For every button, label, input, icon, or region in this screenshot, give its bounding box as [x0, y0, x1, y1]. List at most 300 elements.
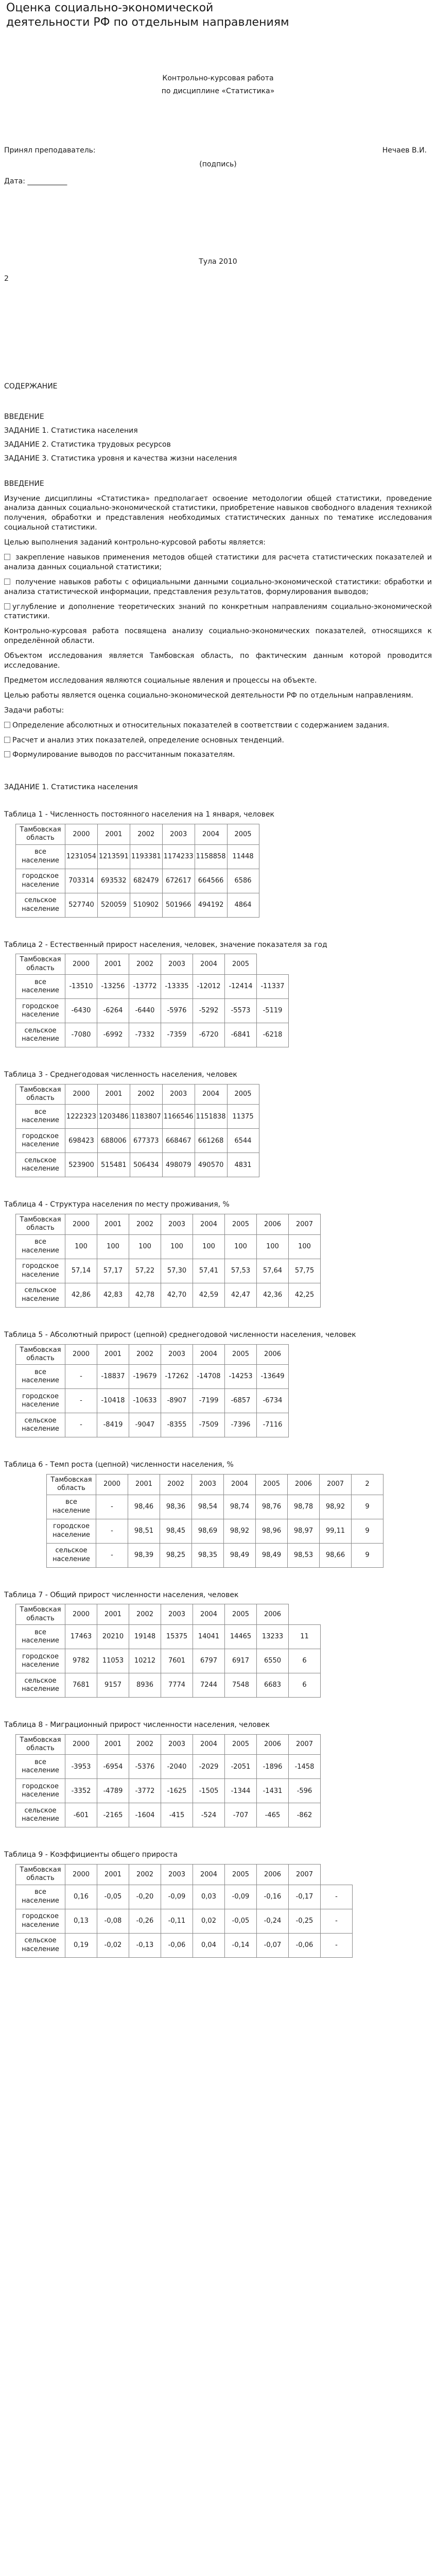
table-row-label: сельское население	[16, 1023, 65, 1047]
table-row-label: городское население	[16, 1259, 65, 1283]
table-header-cell: 2004	[193, 1214, 225, 1235]
table-cell: 703314	[65, 869, 98, 893]
table-header-cell: 2004	[195, 824, 227, 845]
table-cell: -8907	[161, 1389, 193, 1413]
table-header-cell: 2000	[96, 1475, 128, 1495]
contents-heading: СОДЕРЖАНИЕ	[4, 382, 58, 391]
table-header-row	[16, 1734, 321, 1755]
table-header-cell: 2003	[161, 1865, 193, 1885]
table-header-cell: 2000	[65, 1084, 98, 1105]
table-cell: 17463	[65, 1624, 97, 1649]
table-cell: 1151838	[195, 1105, 227, 1129]
table-row-label: городское население	[16, 1779, 65, 1803]
table-row	[16, 1413, 289, 1437]
table-cell: 57,17	[97, 1259, 129, 1283]
table-cell: 0,03	[193, 1885, 225, 1909]
table-header-cell: 2005	[225, 1214, 257, 1235]
table-header-cell: 2002	[130, 824, 162, 845]
table-cell: 98,76	[256, 1495, 288, 1519]
table-cell: 98,66	[320, 1543, 352, 1567]
table-cell: 523900	[65, 1153, 98, 1177]
goal-text: углубление и дополнение теоретических знаний по конкретным направлениям социально-экономической статистики.	[4, 602, 432, 621]
table-cell: 7244	[193, 1673, 225, 1697]
table-cell: -2165	[97, 1803, 129, 1827]
table-cell: 98,35	[192, 1543, 224, 1567]
table-cell: 0,19	[65, 1933, 97, 1957]
table-header-row	[16, 824, 259, 845]
table-row	[16, 1673, 321, 1697]
table-cell: -5292	[193, 998, 225, 1023]
table-caption: Таблица 1 - Численность постоянного населения на 1 января, человек	[4, 810, 275, 819]
table-cell: 99,11	[320, 1519, 352, 1543]
table-cell: -3772	[129, 1779, 161, 1803]
table-cell: 6797	[193, 1649, 225, 1673]
table-cell: -18837	[97, 1365, 129, 1389]
table-cell: 0,16	[65, 1885, 97, 1909]
table-cell: -7080	[65, 1023, 97, 1047]
table-header-cell: 2007	[289, 1734, 321, 1755]
table-cell: 9	[352, 1543, 383, 1567]
table-header-cell: 2006	[257, 1214, 289, 1235]
table-header-cell: 2002	[129, 954, 161, 975]
table-cell: -3953	[65, 1755, 97, 1779]
table-cell: 0,13	[65, 1909, 97, 1933]
table-cell: 98,46	[128, 1495, 160, 1519]
table-cell: -0,20	[129, 1885, 161, 1909]
table-row-label: городское население	[16, 998, 65, 1023]
table-cell: 42,59	[193, 1283, 225, 1307]
table-row	[16, 869, 259, 893]
table-header-cell: 2003	[192, 1475, 224, 1495]
table-cell: -0,14	[225, 1933, 257, 1957]
table-cell: -	[321, 1885, 353, 1909]
table-header-cell: 2007	[289, 1865, 321, 1885]
table-row	[16, 998, 289, 1023]
table-header-cell: 2004	[193, 954, 225, 975]
table-cell: -12012	[193, 974, 225, 998]
table-row	[16, 1933, 353, 1957]
table-cell: 98,78	[288, 1495, 320, 1519]
table-header-cell: 2005	[225, 954, 257, 975]
table-cell: 6	[289, 1673, 321, 1697]
table-header-cell: 2005	[225, 1344, 257, 1365]
tables-container	[4, 810, 432, 1958]
bullet-icon	[4, 554, 10, 560]
table-corner-cell: Тамбовская область	[16, 954, 65, 975]
table-cell: 1174233	[162, 844, 195, 869]
table-cell: 6544	[227, 1129, 259, 1153]
table-row	[47, 1519, 383, 1543]
table-cell: 1231054	[65, 844, 98, 869]
table-cell: 100	[289, 1234, 321, 1259]
table-cell: 98,49	[256, 1543, 288, 1567]
table-row	[16, 1649, 321, 1673]
table-cell: 11	[289, 1624, 321, 1649]
table-row-label: городское население	[16, 1129, 65, 1153]
table-cell: -	[65, 1413, 97, 1437]
table-cell: -6440	[129, 998, 161, 1023]
table-cell: -	[96, 1543, 128, 1567]
table-cell: 42,86	[65, 1283, 97, 1307]
intro-paragraph: Целью работы является оценка социально-экономической деятельности РФ по отдельным направлениям.	[4, 691, 413, 700]
table-header-cell: 2000	[65, 954, 97, 975]
table-header-cell: 2005	[227, 1084, 259, 1105]
table-cell: -1505	[193, 1779, 225, 1803]
intro-paragraph: Изучение дисциплины «Статистика» предполагает освоение методологии общей статистики, проведение анализа данных социально-экономической статистики, приобретение навыков свободного владения техникой получения, обработки и представления необходимых статистических данных по тематике исследования социальной статистики.	[4, 494, 432, 532]
table-cell: 6550	[257, 1649, 289, 1673]
table-cell: -0,11	[161, 1909, 193, 1933]
table-corner-cell: Тамбовская область	[16, 1865, 65, 1885]
table-cell: -13510	[65, 974, 97, 998]
work-type: Контрольно-курсовая работа	[162, 74, 274, 82]
page-number: 2	[4, 275, 9, 283]
table-caption: Таблица 8 - Миграционный прирост численности населения, человек	[4, 1720, 270, 1729]
table-cell: -6218	[257, 1023, 289, 1047]
table-header-cell: 2007	[289, 1214, 321, 1235]
table-cell: 98,36	[160, 1495, 192, 1519]
table-cell: -415	[161, 1803, 193, 1827]
table-row-label: все население	[47, 1495, 96, 1519]
table-header-cell: 2005	[225, 1604, 257, 1625]
table-cell: 661268	[195, 1129, 227, 1153]
table-cell: 57,64	[257, 1259, 289, 1283]
table-wrapper	[4, 1604, 436, 1698]
table-row	[16, 1283, 321, 1307]
table-header-cell: 2005	[256, 1475, 288, 1495]
table-cell: -0,17	[289, 1885, 321, 1909]
table-row-label: городское население	[16, 869, 65, 893]
table-cell: 98,54	[192, 1495, 224, 1519]
table-cell: 42,47	[225, 1283, 257, 1307]
table-header-cell: 2006	[288, 1475, 320, 1495]
intro-paragraph: Задачи работы:	[4, 706, 64, 715]
table-cell: 677373	[130, 1129, 162, 1153]
table-cell: -6954	[97, 1755, 129, 1779]
table-row	[16, 1259, 321, 1283]
table-cell: -0,02	[97, 1933, 129, 1957]
table-cell: 100	[225, 1234, 257, 1259]
table-cell: -1431	[257, 1779, 289, 1803]
table-cell: -	[96, 1495, 128, 1519]
task1-heading: ЗАДАНИЕ 1. Статистика населения	[4, 783, 138, 792]
table-header-cell: 2006	[257, 1734, 289, 1755]
table-header-cell: 2004	[193, 1604, 225, 1625]
teacher-name: Нечаев В.И.	[382, 146, 427, 155]
table-cell: -0,08	[97, 1909, 129, 1933]
table-cell: 10212	[129, 1649, 161, 1673]
table-header-cell: 2003	[161, 1734, 193, 1755]
table-row	[16, 1105, 259, 1129]
goal-text: закрепление навыков применения методов общей статистики для расчета статистических показателей и анализа данных социальной статистики;	[4, 553, 432, 571]
table-cell: -0,05	[225, 1909, 257, 1933]
intro-paragraph: Объектом исследования является Тамбовская область, по фактическим данным которой проводится исследование.	[4, 652, 432, 670]
table-header-cell: 2000	[65, 824, 98, 845]
table-cell: 57,14	[65, 1259, 97, 1283]
table-cell: 57,30	[161, 1259, 193, 1283]
table-cell: 1183807	[130, 1105, 162, 1129]
table-cell: -0,25	[289, 1909, 321, 1933]
table-cell: 42,36	[257, 1283, 289, 1307]
table-cell: -0,16	[257, 1885, 289, 1909]
table-header-row	[16, 1865, 353, 1885]
table-header-cell: 2004	[195, 1084, 227, 1105]
table-cell: -6734	[257, 1389, 289, 1413]
table-row-label: все население	[16, 974, 65, 998]
table-header-cell: 2001	[97, 1344, 129, 1365]
task-item	[4, 721, 432, 731]
table-row-label: городское население	[47, 1519, 96, 1543]
signature-label: (подпись)	[199, 160, 237, 168]
table-cell: -4789	[97, 1779, 129, 1803]
table-cell: -5976	[161, 998, 193, 1023]
table-cell: 98,96	[256, 1519, 288, 1543]
table-cell: 4864	[227, 893, 259, 917]
table-wrapper	[4, 954, 436, 1047]
table-cell: 98,45	[160, 1519, 192, 1543]
data-table	[15, 1734, 321, 1828]
table-header-cell: 2001	[97, 824, 130, 845]
table-header-cell: 2000	[65, 1734, 97, 1755]
contents-list	[4, 412, 432, 464]
table-cell: 11053	[97, 1649, 129, 1673]
table-header-row	[16, 1604, 321, 1625]
data-table	[15, 1214, 321, 1308]
table-cell: -8419	[97, 1413, 129, 1437]
table-cell: 520059	[97, 893, 130, 917]
table-cell: -2040	[161, 1755, 193, 1779]
intro-paragraph: Целью выполнения заданий контрольно-курсовой работы является:	[4, 538, 266, 547]
contents-item: ЗАДАНИЕ 2. Статистика трудовых ресурсов	[4, 440, 171, 449]
contents-item: ЗАДАНИЕ 3. Статистика уровня и качества жизни населения	[4, 454, 237, 463]
table-cell: -1458	[289, 1755, 321, 1779]
table-cell: 42,70	[161, 1283, 193, 1307]
table-cell: 98,39	[128, 1543, 160, 1567]
table-row	[47, 1495, 383, 1519]
table-cell: -0,07	[257, 1933, 289, 1957]
table-caption: Таблица 4 - Структура населения по месту проживания, %	[4, 1200, 230, 1209]
table-header-cell: 2004	[224, 1475, 256, 1495]
table-cell: -8355	[161, 1413, 193, 1437]
table-cell: -7116	[257, 1413, 289, 1437]
table-row-label: сельское население	[47, 1543, 96, 1567]
table-cell: 498079	[162, 1153, 195, 1177]
document-page	[0, 1, 436, 1958]
table-cell: 7681	[65, 1673, 97, 1697]
table-cell: 672617	[162, 869, 195, 893]
task-text: Расчет и анализ этих показателей, определение основных тенденций.	[12, 736, 284, 744]
table-wrapper	[4, 1344, 436, 1438]
table-cell: -1344	[225, 1779, 257, 1803]
table-header-cell: 2001	[97, 1604, 129, 1625]
table-cell: 19148	[129, 1624, 161, 1649]
table-header-cell: 2003	[162, 1084, 195, 1105]
table-row-label: городское население	[16, 1909, 65, 1933]
table-cell: 57,75	[289, 1259, 321, 1283]
table-cell: -707	[225, 1803, 257, 1827]
table-header-row	[16, 954, 289, 975]
data-table	[15, 1604, 321, 1698]
table-header-cell: 2002	[129, 1344, 161, 1365]
table-cell: -601	[65, 1803, 97, 1827]
table-corner-cell: Тамбовская область	[47, 1475, 96, 1495]
contents-item: ВВЕДЕНИЕ	[4, 413, 44, 421]
table-row	[16, 1153, 259, 1177]
table-cell: 6586	[227, 869, 259, 893]
work-discipline: по дисциплине «Статистика»	[161, 87, 275, 95]
table-header-cell: 2004	[193, 1344, 225, 1365]
table-cell: -13772	[129, 974, 161, 998]
table-cell: 490570	[195, 1153, 227, 1177]
table-cell: -	[65, 1389, 97, 1413]
table-cell: -	[321, 1909, 353, 1933]
table-cell: 57,53	[225, 1259, 257, 1283]
table-row	[16, 974, 289, 998]
table-cell: 1193381	[130, 844, 162, 869]
table-cell: 98,49	[224, 1543, 256, 1567]
table-header-cell: 2000	[65, 1344, 97, 1365]
table-header-cell: 2002	[129, 1214, 161, 1235]
table-cell: -6430	[65, 998, 97, 1023]
table-header-cell: 2000	[65, 1214, 97, 1235]
table-header-cell: 2006	[257, 1865, 289, 1885]
table-row-label: все население	[16, 1365, 65, 1389]
table-cell: 13233	[257, 1624, 289, 1649]
table-cell: 14041	[193, 1624, 225, 1649]
table-cell: -10633	[129, 1389, 161, 1413]
table-corner-cell: Тамбовская область	[16, 1604, 65, 1625]
table-header-cell: 2003	[161, 1344, 193, 1365]
table-cell: 7548	[225, 1673, 257, 1697]
table-cell: -11337	[257, 974, 289, 998]
table-cell: 6917	[225, 1649, 257, 1673]
table-cell: 9	[352, 1519, 383, 1543]
table-wrapper	[4, 1084, 436, 1178]
table-header-cell: 2007	[320, 1475, 352, 1495]
table-cell: -14253	[225, 1365, 257, 1389]
bullet-icon	[4, 751, 10, 757]
table-cell: -7199	[193, 1389, 225, 1413]
table-row	[16, 1909, 353, 1933]
table-cell: -7396	[225, 1413, 257, 1437]
table-cell: -	[65, 1365, 97, 1389]
table-wrapper	[4, 1214, 436, 1308]
table-cell: 11448	[227, 844, 259, 869]
table-cell: 9	[352, 1495, 383, 1519]
table-row-label: сельское население	[16, 1153, 65, 1177]
table-caption: Таблица 3 - Среднегодовая численность населения, человек	[4, 1070, 237, 1079]
task-text: Формулирование выводов по рассчитанным показателям.	[12, 751, 235, 759]
table-row	[16, 1389, 289, 1413]
table-cell: -6992	[97, 1023, 129, 1047]
data-table	[15, 1344, 289, 1438]
table-caption: Таблица 7 - Общий прирост численности населения, человек	[4, 1590, 239, 1599]
table-header-row	[47, 1475, 383, 1495]
goal-item	[4, 578, 432, 597]
table-row-label: все население	[16, 1105, 65, 1129]
data-table	[15, 1864, 353, 1958]
table-row-label: все население	[16, 1234, 65, 1259]
goal-text: получение навыков работы с официальными данными социально-экономической статистики: обработки и анализа статистической информации, представления результатов, формулирования выводов;	[4, 578, 432, 596]
table-cell: -13335	[161, 974, 193, 998]
table-cell: 8936	[129, 1673, 161, 1697]
table-cell: 693532	[97, 869, 130, 893]
table-cell: -5376	[129, 1755, 161, 1779]
bullet-icon	[4, 722, 10, 728]
table-cell: 98,92	[224, 1519, 256, 1543]
teacher-row	[4, 146, 432, 156]
table-header-cell: 2003	[161, 954, 193, 975]
table-header-cell: 2002	[160, 1475, 192, 1495]
bullet-icon	[4, 603, 10, 609]
table-row	[16, 1234, 321, 1259]
table-cell: 1203486	[97, 1105, 130, 1129]
table-row	[16, 893, 259, 917]
table-cell: 698423	[65, 1129, 98, 1153]
table-header-cell: 2001	[97, 1214, 129, 1235]
intro-heading: ВВЕДЕНИЕ	[4, 479, 44, 488]
table-wrapper	[4, 1734, 436, 1828]
table-header-cell: 2005	[227, 824, 259, 845]
table-cell: 9782	[65, 1649, 97, 1673]
table-cell: 501966	[162, 893, 195, 917]
table-cell: 1222323	[65, 1105, 98, 1129]
table-row	[16, 1624, 321, 1649]
table-header-cell: 2003	[161, 1604, 193, 1625]
table-cell: 9157	[97, 1673, 129, 1697]
table-header-row	[16, 1084, 259, 1105]
table-cell: 98,97	[288, 1519, 320, 1543]
table-cell: 100	[129, 1234, 161, 1259]
table-cell: 4831	[227, 1153, 259, 1177]
data-table	[15, 824, 259, 918]
table-corner-cell: Тамбовская область	[16, 1084, 65, 1105]
table-cell: -7359	[161, 1023, 193, 1047]
table-cell: 0,04	[193, 1933, 225, 1957]
table-header-cell: 2001	[97, 1865, 129, 1885]
table-cell: -1604	[129, 1803, 161, 1827]
city-year: Тула 2010	[199, 258, 237, 266]
table-caption: Таблица 9 - Коэффициенты общего прироста	[4, 1851, 178, 1859]
table-header-cell: 2005	[225, 1734, 257, 1755]
table-wrapper	[4, 1864, 436, 1958]
bullet-icon	[4, 579, 10, 585]
table-cell: 682479	[130, 869, 162, 893]
table-header-row	[16, 1344, 289, 1365]
task-item	[4, 750, 432, 760]
table-cell: 42,78	[129, 1283, 161, 1307]
page-title: Оценка социально-экономической деятельности РФ по отдельным направлениям	[6, 2, 289, 29]
table-header-cell: 2000	[65, 1604, 97, 1625]
table-row	[16, 1023, 289, 1047]
table-cell: -5119	[257, 998, 289, 1023]
table-row-label: все население	[16, 844, 65, 869]
table-caption: Таблица 5 - Абсолютный прирост (цепной) среднегодовой численности населения, человек	[4, 1330, 356, 1339]
table-cell: -6841	[225, 1023, 257, 1047]
table-row-label: сельское население	[16, 1283, 65, 1307]
table-cell: 510902	[130, 893, 162, 917]
table-cell: 98,74	[224, 1495, 256, 1519]
table-wrapper	[4, 824, 436, 918]
bullet-icon	[4, 737, 10, 743]
table-cell: 494192	[195, 893, 227, 917]
table-row	[16, 1885, 353, 1909]
table-row-label: сельское население	[16, 1673, 65, 1697]
table-cell: -2029	[193, 1755, 225, 1779]
table-header-cell: 2002	[129, 1734, 161, 1755]
task-item	[4, 736, 432, 745]
table-header-cell: 2001	[97, 1084, 130, 1105]
table-row-label: все население	[16, 1755, 65, 1779]
